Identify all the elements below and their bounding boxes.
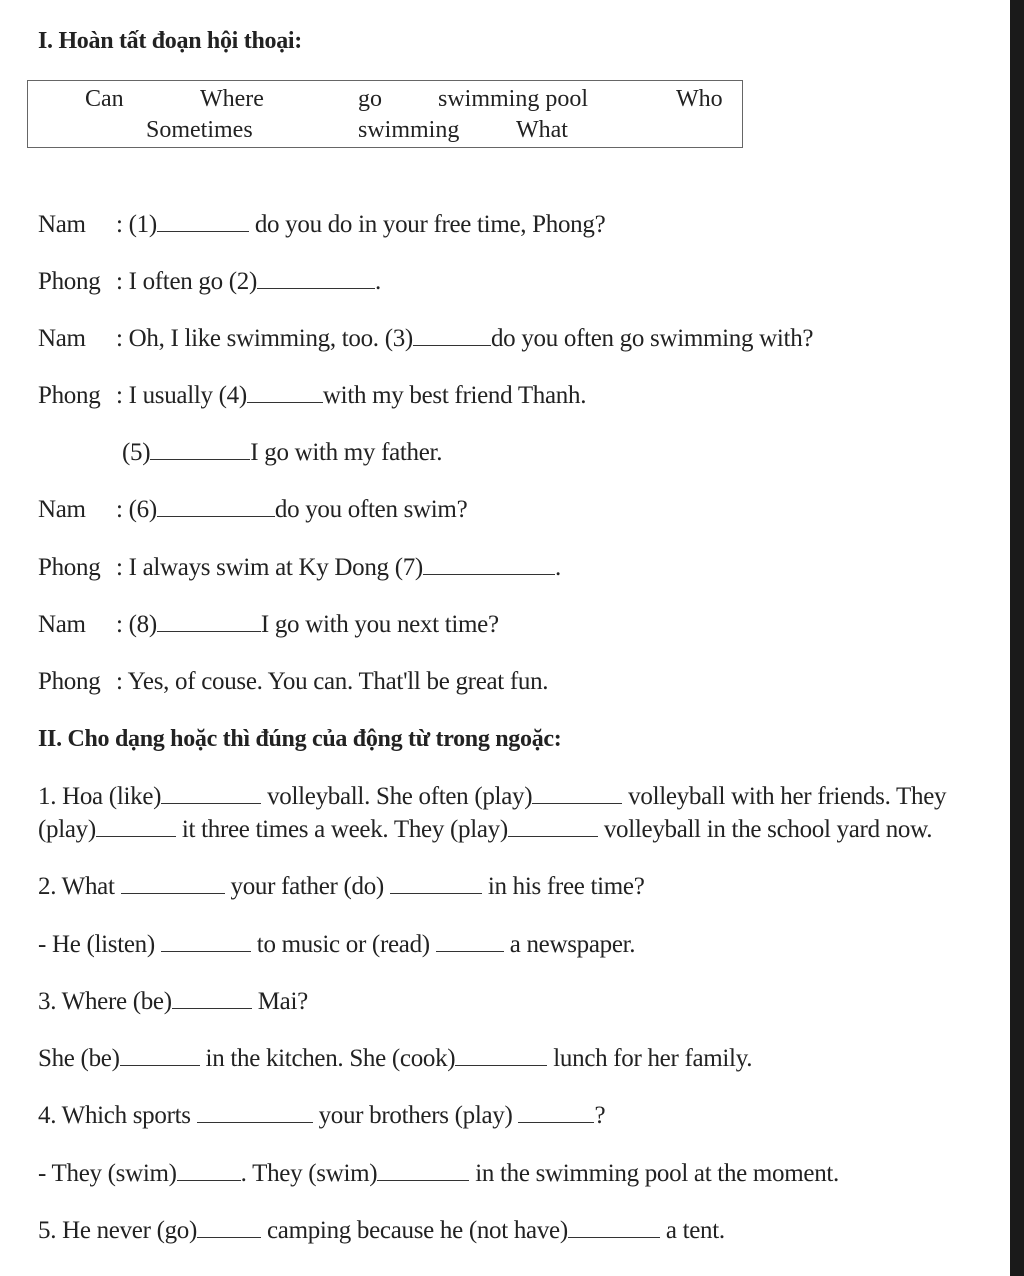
exercise-text: it three times a week. They (play) (175, 816, 508, 843)
answer-blank[interactable] (508, 816, 598, 837)
dialogue-text: I often go (128, 268, 229, 295)
exercise-text: 2. What (38, 873, 121, 900)
speaker-separator: : (116, 554, 129, 581)
dialogue-line (38, 667, 548, 697)
exercise-text: (play) (38, 816, 96, 843)
exercise-text: in the kitchen. She (cook) (199, 1045, 456, 1072)
answer-blank[interactable] (157, 611, 261, 632)
speaker-name: Phong (38, 668, 101, 695)
answer-blank[interactable] (96, 816, 176, 837)
answer-blank[interactable] (157, 496, 275, 517)
exercise-text: camping because he (not have) (261, 1217, 568, 1244)
word-bank-box (27, 80, 743, 148)
answer-blank[interactable] (568, 1217, 660, 1238)
dialogue-line (122, 438, 442, 468)
answer-blank[interactable] (150, 439, 250, 460)
speaker-separator: : (116, 382, 129, 409)
exercise-text: ? (594, 1102, 606, 1129)
window-edge (1010, 0, 1024, 1276)
speaker-separator: : (116, 611, 129, 638)
answer-blank[interactable] (257, 268, 375, 289)
dialogue-line (38, 324, 813, 354)
exercise-text: 4. Which sports (38, 1102, 197, 1129)
exercise-line (38, 815, 932, 845)
exercise-text: She (be) (38, 1045, 120, 1072)
answer-blank[interactable] (161, 783, 261, 804)
exercise-text: volleyball with her friends. They (622, 783, 947, 810)
exercise-text: Mai? (251, 988, 308, 1015)
exercise-line (38, 1101, 605, 1131)
answer-blank[interactable] (120, 1045, 200, 1066)
exercise-text: lunch for her family. (547, 1045, 753, 1072)
word-bank-item: swimming (358, 117, 460, 143)
speaker-separator: : (116, 668, 128, 695)
answer-blank[interactable] (157, 211, 249, 232)
answer-blank[interactable] (377, 1160, 469, 1181)
dialogue-text: I usually (128, 382, 219, 409)
dialogue-text: I always swim at Ky Dong (128, 554, 395, 581)
speaker-name: Phong (38, 554, 101, 581)
dialogue-text: do you often go swimming with? (490, 325, 814, 352)
speaker-name: Phong (38, 268, 101, 295)
exercise-text: 1. Hoa (like) (38, 783, 162, 810)
speaker-name: Nam (38, 496, 86, 523)
dialogue-line (38, 210, 605, 240)
blank-number: (5) (122, 439, 151, 466)
speaker-separator: : (116, 268, 129, 295)
answer-blank[interactable] (172, 988, 252, 1009)
speaker-separator: : (116, 496, 129, 523)
word-bank-item: go (358, 86, 382, 112)
blank-number: (4) (218, 382, 247, 409)
dialogue-text: . (375, 268, 381, 295)
exercise-text: your brothers (play) (312, 1102, 519, 1129)
exercise-line (38, 930, 635, 960)
section-2-heading: II. Cho dạng hoặc thì đúng của động từ trong ngoặc: (38, 726, 562, 752)
speaker-name: Nam (38, 611, 86, 638)
exercise-text: in the swimming pool at the moment. (469, 1160, 839, 1187)
exercise-line (38, 1216, 725, 1246)
speaker-separator: : (116, 211, 129, 238)
dialogue-text: I go with you next time? (260, 611, 499, 638)
speaker-name: Phong (38, 382, 101, 409)
exercise-text: - They (swim) (38, 1160, 177, 1187)
dialogue-line (38, 267, 381, 297)
exercise-line (38, 782, 946, 812)
speaker-name: Nam (38, 325, 86, 352)
word-bank-item: What (516, 117, 568, 143)
dialogue-text: Yes, of couse. You can. That'll be great fun. (127, 668, 549, 695)
section-1-heading: I. Hoàn tất đoạn hội thoại: (38, 28, 302, 54)
answer-blank[interactable] (423, 554, 555, 575)
blank-number: (3) (384, 325, 413, 352)
answer-blank[interactable] (518, 1102, 594, 1123)
speaker-name: Nam (38, 211, 86, 238)
dialogue-line (38, 495, 467, 525)
answer-blank[interactable] (455, 1045, 547, 1066)
blank-number: (8) (128, 611, 157, 638)
exercise-text: your father (do) (224, 873, 390, 900)
dialogue-text: do you often swim? (274, 496, 468, 523)
exercise-text: . They (swim) (240, 1160, 378, 1187)
dialogue-text: Oh, I like swimming, too. (128, 325, 385, 352)
exercise-text: volleyball in the school yard now. (597, 816, 933, 843)
dialogue-text: I go with my father. (250, 439, 443, 466)
dialogue-text: . (554, 554, 561, 581)
answer-blank[interactable] (197, 1102, 313, 1123)
dialogue-line (38, 381, 586, 411)
exercise-text: a tent. (659, 1217, 725, 1244)
exercise-line (38, 987, 308, 1017)
dialogue-line (38, 553, 561, 583)
word-bank-item: Can (85, 86, 124, 112)
speaker-separator: : (116, 325, 129, 352)
word-bank-item: Sometimes (146, 117, 253, 143)
answer-blank[interactable] (177, 1160, 241, 1181)
exercise-text: 5. He never (go) (38, 1217, 198, 1244)
blank-number: (2) (228, 268, 258, 295)
exercise-text: 3. Where (be) (38, 988, 172, 1015)
answer-blank[interactable] (413, 325, 491, 346)
blank-number: (1) (128, 211, 157, 238)
word-bank-item: swimming pool (438, 86, 589, 112)
exercise-line (38, 1159, 839, 1189)
answer-blank[interactable] (390, 873, 482, 894)
blank-number: (6) (128, 496, 157, 523)
exercise-line (38, 872, 645, 902)
exercise-text: to music or (read) (250, 931, 436, 958)
exercise-text: - He (listen) (38, 931, 161, 958)
word-bank-item: Who (676, 86, 723, 112)
exercise-text: in his free time? (481, 873, 645, 900)
dialogue-line (38, 610, 499, 640)
dialogue-text: do you do in your free time, Phong? (248, 211, 606, 238)
word-bank-item: Where (200, 86, 264, 112)
blank-number: (7) (394, 554, 423, 581)
exercise-text: a newspaper. (503, 931, 636, 958)
answer-blank[interactable] (436, 931, 504, 952)
answer-blank[interactable] (532, 783, 622, 804)
exercise-line (38, 1044, 752, 1074)
dialogue-text: with my best friend Thanh. (322, 382, 587, 409)
answer-blank[interactable] (121, 873, 225, 894)
exercise-text: volleyball. She often (play) (261, 783, 533, 810)
answer-blank[interactable] (247, 382, 323, 403)
answer-blank[interactable] (161, 931, 251, 952)
answer-blank[interactable] (197, 1217, 261, 1238)
